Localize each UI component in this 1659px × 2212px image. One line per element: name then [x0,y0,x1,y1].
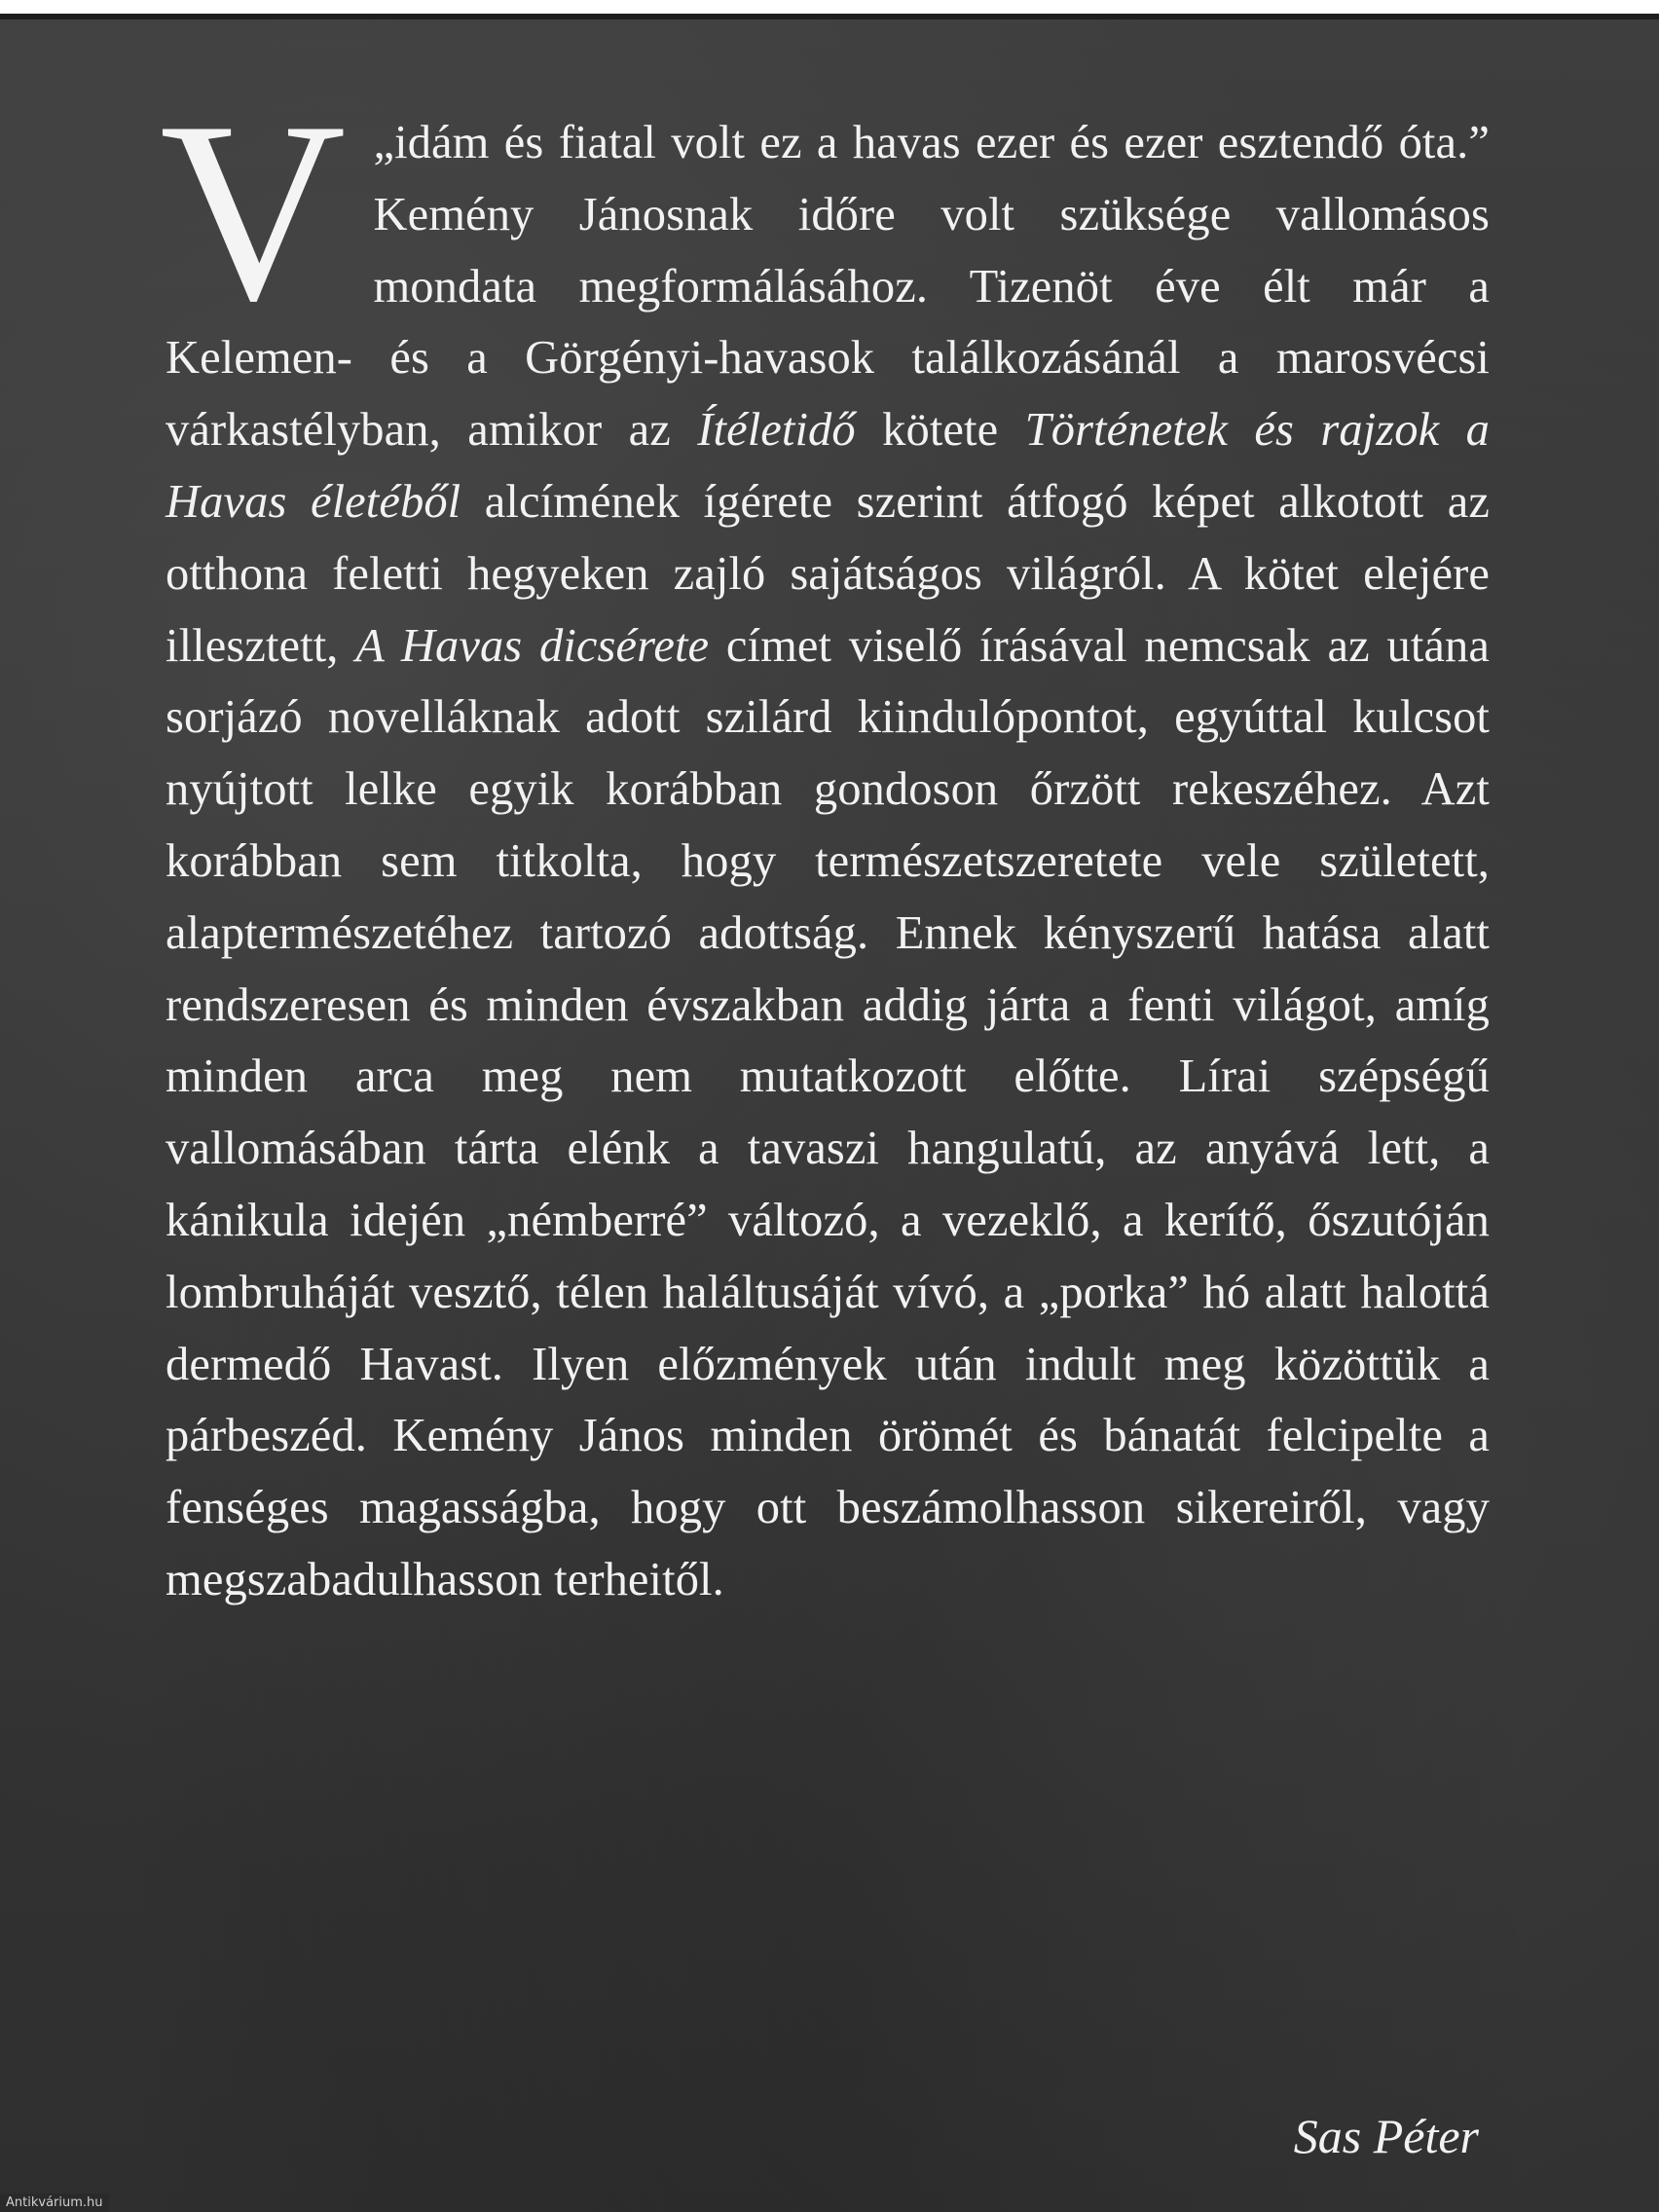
essay-title: A Havas dicsérete [355,619,710,672]
article-text [160,69,1490,1616]
text-run: kötete [855,404,1025,457]
author-signature: Sas Péter [1293,2109,1479,2163]
top-border [0,0,1659,19]
text-run: idám és fiatal volt ez a havas ezer és ezer esztendő óta.” Kemény Jánosnak időre volt szüksége vallomásos mondata megformálásához. Tizenöt éve élt már a Kelemen- és a Görgényi-havasok találkozásánál a marosvécsi várkastélyban, amikor az [166,117,1490,457]
watermark: Antikvárium.hu [0,2194,109,2212]
text-run: címet viselő írásával nemcsak az utána sorjázó novelláknak adott szilárd kiindulópontot, egyúttal kulcsot nyújtott lelke egyik korábban gondoson őrzött rekeszéhez. Azt korábban sem titkolta, hogy természetszeretete vele született, alaptermészetéhez tartozó adottság. Ennek kényszerű hatása alatt rendszeresen és minden évszakban addig járta a fenti világot, amíg minden arca meg nem mutatkozott előtte. Lírai szépségű vallomásában tárta elénk a tavaszi hangulatú, az anyává lett, a kánikula idején „némberré” változó, a vezeklő, a kerítő, őszutóján lombruháját vesztő, télen haláltusáját vívó, a „porka” hó alatt halottá dermedő Havast. Ilyen előzmények után indult meg közöttük a párbeszéd. Kemény János minden örömét és bánatát felcipelte a fenséges magasságba, hogy ott beszámolhasson sikereiről, vagy megszabadulhasson terheitől. [166,619,1490,1605]
book-title: Ítéletidő [697,404,856,457]
drop-cap: V [160,69,347,354]
text-run: „ [373,117,395,168]
text-run: alcímének ígérete szerint átfogó képet alkotott az otthona feletti hegyeken zajló sajátságos világról. A kötet elejére illesztett, [166,475,1490,672]
book-subtitle: Történetek és rajzok a Havas életéből [166,404,1490,528]
